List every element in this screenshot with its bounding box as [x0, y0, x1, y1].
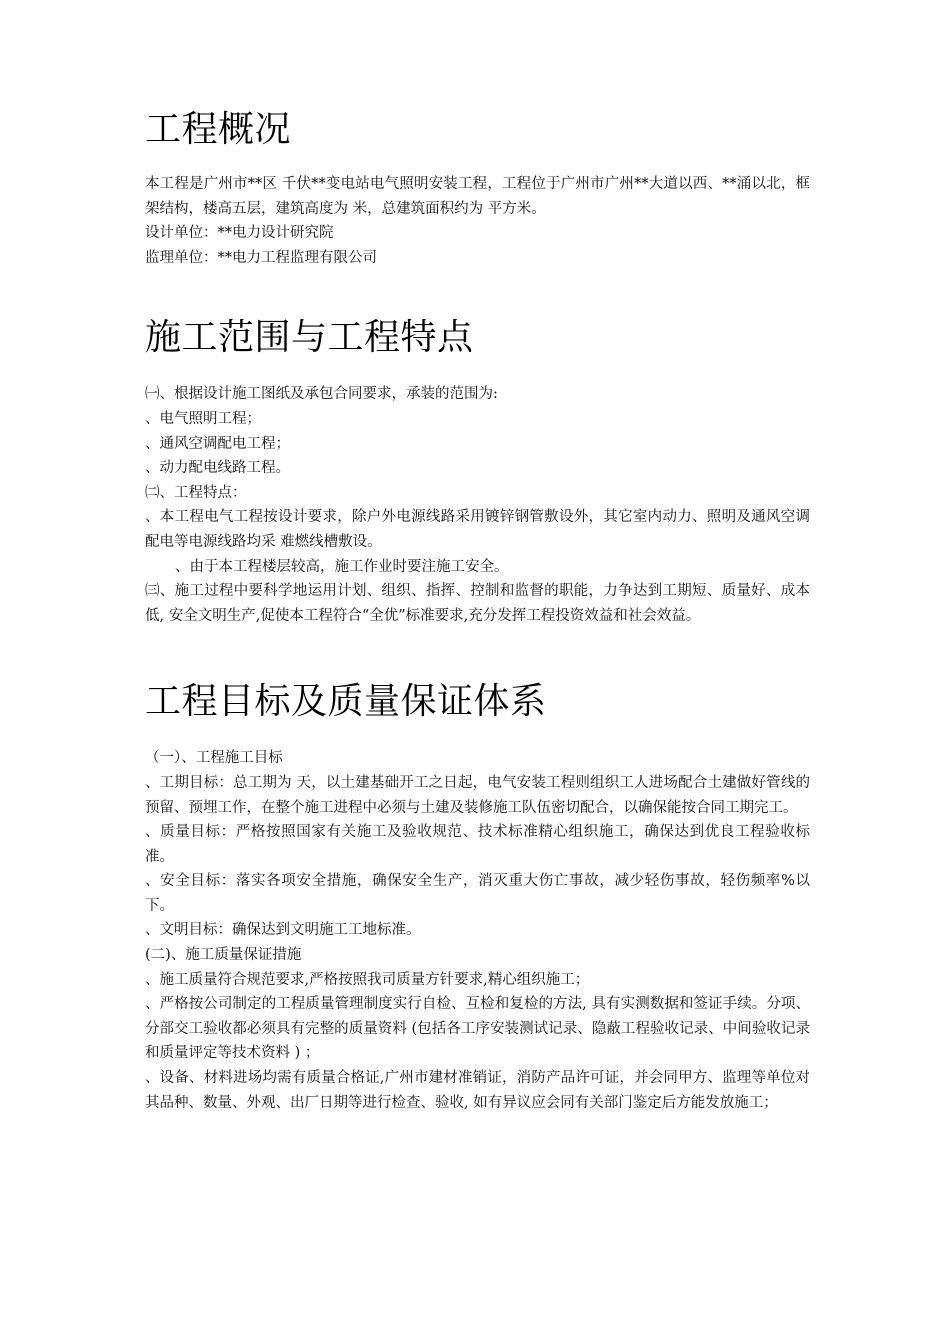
paragraph: 监理单位：**电力工程监理有限公司: [145, 249, 377, 266]
paragraph: 、施工质量符合规范要求,严格按照我司质量方针要求,精心组织施工；: [145, 971, 590, 988]
paragraph: ㈠、根据设计施工图纸及承包合同要求，承装的范围为:: [145, 386, 498, 403]
paragraph: 、安全目标：落实各项安全措施，确保安全生产，消灭重大伤亡事故，减少轻伤事故，轻伤频率%以下。: [145, 873, 810, 914]
paragraph: 、质量目标：严格按照国家有关施工及验收规范、技术标准精心组织施工，确保达到优良工程验收标准。: [145, 824, 810, 865]
section-title-overview: 工程概况: [145, 109, 292, 150]
paragraph: 、本工程电气工程按设计要求，除户外电源线路采用镀锌钢管敷设外，其它室内动力、照明及通风空调配电等电源线路均采 难燃线槽敷设。: [145, 509, 810, 550]
paragraph: 本工程是广州市**区 千伏**变电站电气照明安装工程，工程位于广州市广州**大道以西、**涌以北，框架结构，楼高五层，建筑高度为 米，总建筑面积约为 平方米。: [145, 176, 810, 217]
paragraph: 、由于本工程楼层较高，施工作业时要注施工安全。: [175, 558, 509, 575]
paragraph: ㈢、施工过程中要科学地运用计划、组织、指挥、控制和监督的职能，力争达到工期短、质量好、成本低, 安全文明生产,促使本工程符合“全优”标准要求,充分发挥工程投资效益和社会效益。: [145, 583, 810, 624]
section-title-quality: 工程目标及质量保证体系: [145, 681, 547, 723]
paragraph: 、工期目标：总工期为 天，以土建基础开工之日起，电气安装工程则组织工人进场配合土建做好管线的预留、预埋工作，在整个施工进程中必须与土建及装修施工队伍密切配合，以确保能按合同工期完工。: [145, 774, 810, 816]
paragraph: 、设备、材料进场均需有质量合格证,广州市建材准销证，消防产品许可证，并会同甲方、监理等单位对其品种、数量、外观、出厂日期等进行检查、验收, 如有异议应会同有关部门鉴定后方能发放施工；: [145, 1070, 810, 1111]
paragraph: (二)、施工质量保证措施: [145, 947, 302, 964]
paragraph: 设计单位：**电力设计研究院: [145, 225, 334, 242]
section-title-scope: 施工范围与工程特点: [145, 317, 474, 359]
paragraph: 、文明目标：确保达到文明施工工地标准。: [145, 922, 421, 939]
paragraph: ㈡、工程特点：: [145, 484, 247, 501]
paragraph: 、电气照明工程；: [145, 410, 261, 427]
paragraph: 、通风空调配电工程；: [145, 435, 290, 452]
document-page: [145, 0, 810, 1115]
paragraph: 、动力配电线路工程。: [145, 460, 290, 477]
paragraph: 、严格按公司制定的工程质量管理制度实行自检、互检和复检的方法, 具有实测数据和签证手续。分项、分部交工验收都必须具有完整的质量资料 (包括各工序安装测试记录、隐蔽工程验收记录、中间验收记录和质量评定等技术资料 ) ；: [145, 996, 810, 1062]
paragraph: （一）、工程施工目标: [145, 750, 283, 767]
